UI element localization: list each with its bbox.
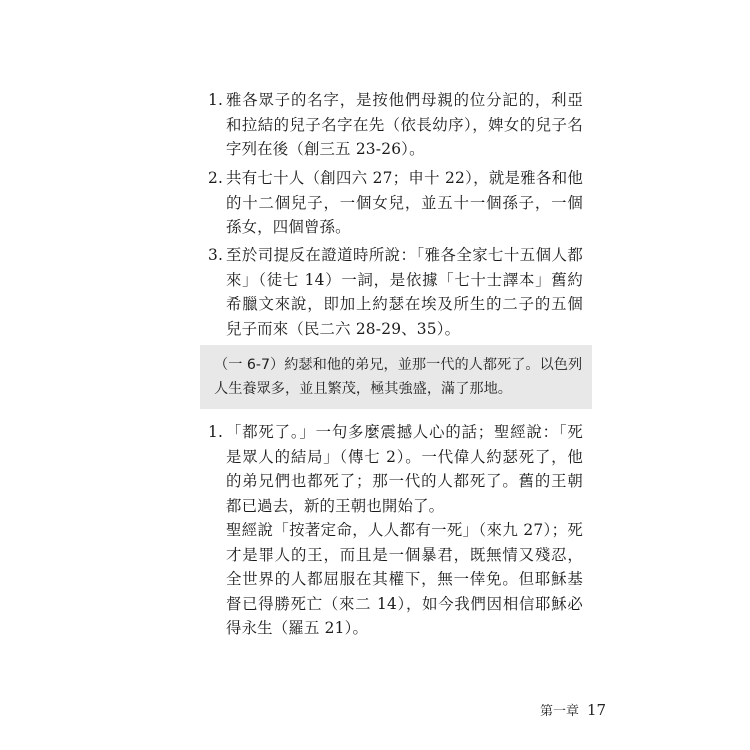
list-item-text: 至於司提反在證道時所說：「雅各全家七十五個人都來」（徒七 14）一詞，是依據「七十士譯本」舊約希臘文來說，即加上約瑟在埃及所生的二子的五個兒子而來（民二六 28-29、35）。 bbox=[226, 246, 583, 338]
chapter-label: 第一章 bbox=[540, 704, 580, 719]
list-item bbox=[208, 243, 583, 341]
scripture-callout: （一 6-7）約瑟和他的弟兄，並那一代的人都死了。以色列人生養眾多，並且繁茂，極其強盛，滿了那地。 bbox=[200, 345, 592, 409]
list-item-number: 3. bbox=[208, 246, 224, 264]
page-footer bbox=[540, 700, 606, 719]
list-item-number: 2. bbox=[208, 169, 224, 187]
list-item bbox=[208, 420, 583, 518]
list-item-number: 1. bbox=[208, 423, 224, 441]
body-paragraph: 聖經說「按著定命，人人都有一死」（來九 27）；死才是罪人的王，而且是一個暴君，既無情又殘忍，全世界的人都屈服在其權下，無一倖免。但耶穌基督已得勝死亡（來二 14），如今我們因相信耶穌必得永生（羅五 21）。 bbox=[226, 521, 583, 638]
list-item-number: 1. bbox=[208, 91, 224, 109]
list-item-text: 共有七十人（創四六 27；申十 22），就是雅各和他的十二個兒子，一個女兒，並五十一個孫子，一個孫女，四個曾孫。 bbox=[226, 169, 583, 237]
list-item-text: 雅各眾子的名字，是按他們母親的位分記的，利亞和拉結的兒子名字在先（依長幼序），婢女的兒子名字列在後（創三五 23-26）。 bbox=[226, 91, 583, 159]
page-number: 17 bbox=[587, 701, 607, 719]
list-item bbox=[208, 166, 583, 240]
list-item bbox=[208, 88, 583, 162]
list-item-text: 「都死了。」一句多麼震撼人心的話；聖經說：「死是眾人的結局」（傳七 2）。一代偉人約瑟死了，他的弟兄們也都死了；那一代的人都死了。舊的王朝都已過去，新的王朝也開始了。 bbox=[226, 423, 583, 515]
